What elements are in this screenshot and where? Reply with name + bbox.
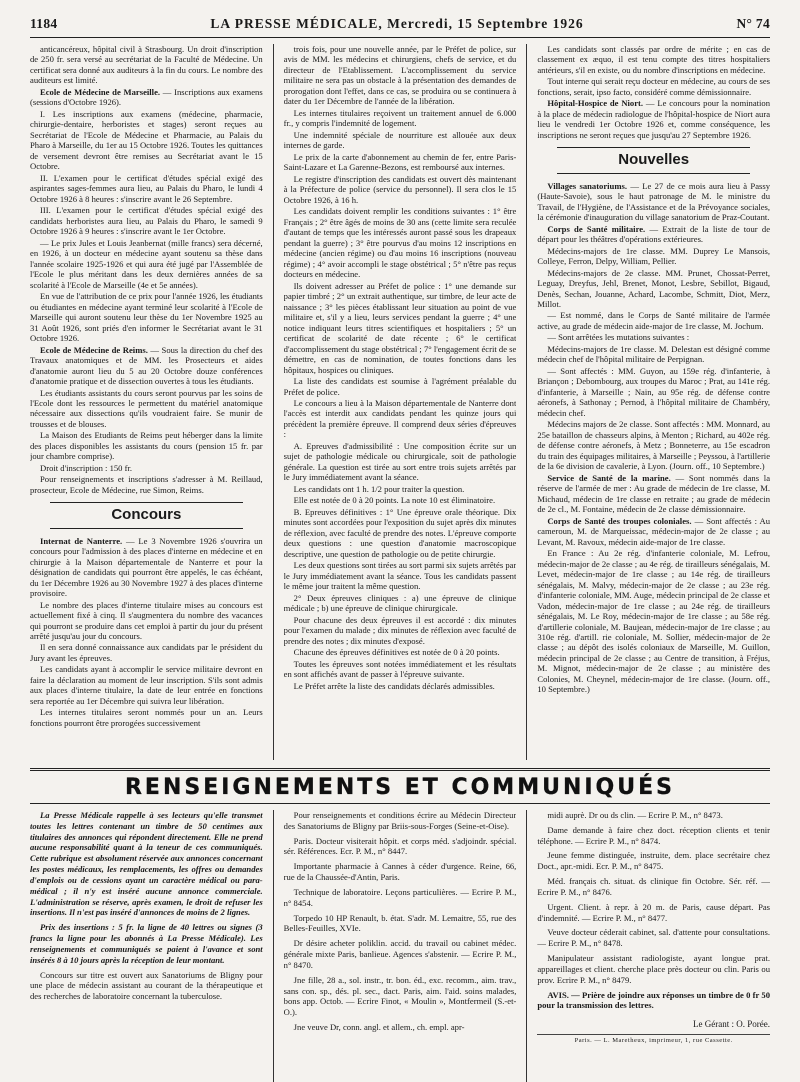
section-title: Ecole de Médecine de Marseille. [40,86,161,97]
paragraph: En France : Au 2e rég. d'infanterie coloniale, M. Lefrou, médecin-major de 2e classe ; au 4e rég. de tirailleurs sénégalais, M. Levet, médecin-major de 1re classe ; au 14e rég. de tirailleurs sénégalais, M. Malvy, médecin-major de 2e classe ; au 23e rég. d'infanterie coloniale, MM. Auge, médecin principal de 2e classe et Vadon, médecin-major de 1re classe ; au 24e rég. de tirailleurs sénégalais, M. Le Roy, médecin-major de 1re classe ; au 58e rég. d'artillerie coloniale, M. Baujean, médecin-major de 1re classe ; au 310e rég. d'artill. rie coloniale, M. Sollier, médecin-major de 2e classe ; au dépôt des isolés coloniaux de Marseille, M. Guillon, médecin principal de 2e classe ; au Centre de transition, à Fréjus, M. Mignot, médecin-major de 2e classe ; au ministère des Colonies, M. Cheynel, médecin-major de 1re classe. (Journ. off., 10 Septembre.) [537,548,770,695]
ads-columns [30,810,770,1082]
classified-ad: Veuve docteur céderait cabinet, sal. d'attente pour consultations. — Ecrire P. M., n° 8478. [537,927,770,949]
paragraph: Médecins majors de 2e classe. Sont affectés : MM. Monnard, au 25e bataillon de chasseurs alpins, à Menton ; Richard, au 402e rég. de défense contre aéronefs, à Metz ; Bonneterre, au 15e escadron du train des équipages militaires, à Marseille ; Peyssou, à l'artillerie de la 6e division de cavalerie, à Lyon. (Journ. off., 10 Septembre.) [537,419,770,472]
section-title: Service de Santé de la marine. [547,472,671,483]
paragraph: Les candidats sont classés par ordre de mérite ; en cas de classement ex æquo, il est tenu compte des titres hospitaliers antérieurs, s'il en existe, ou du nombre d'inscriptions en médecine. [537,44,770,75]
paragraph: La liste des candidats est soumise à l'agrément préalable du Préfet de police. [283,376,517,397]
issue-number: N° 74 [736,16,770,31]
paragraph: — Le prix Jules et Louis Jeanbernat (mille francs) sera décerné, en 1926, à un docteur en médecine ayant soutenu sa thèse dans l'année scolaire 1925-1926 et qui aura été jugé par l'Assemblée de l'Ecole le plus méritant dans les deux dernières années de sa scolarité à l'Ecole de Marseille (4e et 5e années). [30,237,263,290]
paragraph: Le registre d'inscription des candidats est ouvert dès maintenant à la Préfecture de police (service du personnel). Il sera clos le 15 Octobre 1926, à 16 h. [283,173,517,205]
paragraph: Concours sur titre est ouvert aux Sanatoriums de Bligny pour une place de médecin assistant au courant de la thérapeutique et des recherches de laboratoire concernant la tuberculose. [30,969,263,1002]
paragraph: Le nombre des places d'interne titulaire mises au concours est actuellement fixé à cinq. Il s'augmentera du nombre des vacances qui pourront se produire dans cet emploi à partir du jour du présent arrêté jusqu'au jour du concours. [30,599,263,641]
paragraph: Médecins-majors de 2e classe. MM. Prunet, Chossat-Perret, Leguay, Dreyfus, Jehl, Brenet, Monot, Lesbre, Sebillot, Bigaud, Denès, Sechan, Jouanne, Achard, Lacombe, Schmitt, Diot, Merz, Millot. [537,267,770,309]
classified-ad: Méd. français ch. situat. ds clinique fin Octobre. Sér. réf. — Ecrire P. M., n° 8476. [537,876,770,897]
paragraph: — Sont arrêtées les mutations suivantes : [547,332,690,343]
classified-ad: Importante pharmacie à Cannes à céder d'urgence. Reine, 66, rue de la Chaussée-d'Antin, Paris. [283,861,517,883]
section-title: Internat de Nanterre. [40,535,123,546]
paragraph: Elle est notée de 0 à 20 points. La note 10 est éliminatoire. [293,495,496,506]
classified-ad: Dr désire acheter poliklin. accid. du travail ou cabinet médec. générale mixte Paris, banlieue. Agences s'abstenir. — Ecrire P. M., n° 8470. [283,938,517,970]
column-divider [273,44,274,760]
paragraph: Droit d'inscription : 150 fr. [40,462,133,473]
classified-ad: Jeune femme distinguée, instruite, dem. place secrétaire chez Doct., apr.-midi. Ecr. P. M., n° 8475. [537,850,770,872]
classified-ad: Jne veuve Dr, conn. angl. et allem., ch. empl. apr- [293,1022,465,1033]
paragraph: I. Les inscriptions aux examens (médecine, pharmacie, chirurgie-dentaire, herboristes et stages) seront reçues au Secrétariat de l'Ecole de Médecine et Pharmacie, au Palais du Pharo à Marseille, du 1er au 15 Octobre 1926. Toutes les quittances de versement devront être remises au Secrétariat avant le 15 Octobre. [30,108,263,172]
classified-ad: Technique de laboratoire. Leçons particulières. — Ecrire P. M., n° 8454. [283,886,517,908]
journal-title: LA PRESSE MÉDICALE, Mercredi, 15 Septembre 1926 [210,16,584,31]
paragraph: Pour chacune des deux épreuves il est accordé : dix minutes pour l'examen du malade ; dix minutes de réflexion avec faculté de prendre des notes ; dix minutes d'exposé. [283,614,517,646]
section-title: Corps de Santé des troupes coloniales. [547,515,692,526]
gerant-signature: Le Gérant : O. Porée. [693,1019,770,1030]
paragraph: Prix des insertions : 5 fr. la ligne de 40 lettres ou signes (3 francs la ligne pour les abonnés à La Presse Médicale). Les renseignements et communiqués se paient à l'avance et sont insérés 8 à 10 jours après la réception de leur montant. [30,922,263,965]
paragraph: Les candidats ayant à accomplir le service militaire devront en faire la déclaration au moment de leur inscription. S'ils sont admis aux places d'interne titulaire, la date de leur entrée en fonctions sera reportée au 1er Décembre qui suivra leur libération. [30,664,263,706]
paragraph: Tout interne qui serait reçu docteur en médecine, au cours de ses fonctions, serait, ipso facto, considéré comme démissionnaire. [537,76,770,97]
paragraph: En vue de l'attribution de ce prix pour l'année 1926, les étudiants ou étudiantes en médecine ayant terminé leur scolarité à l'Ecole de Marseille qui auront soutenu leur thèse du 1er Novembre 1925 au 31 Août 1926, sont priés d'en informer le Secrétariat avant le 31 Octobre 1926. [30,291,263,344]
paragraph: B. Epreuves définitives : 1° Une épreuve orale théorique. Dix minutes sont accordées pour l'exposition du sujet après dix minutes de réflexion, avec faculté de prendre des notes. L'épreuve comporte deux questions : une question d'anatomie macroscopique descriptive, une question de pathologie ou de petite chirurgie. [283,506,517,559]
ads-column-1 [30,810,263,1082]
column-1 [30,44,263,760]
paragraph: Chacune des épreuves définitives est notée de 0 à 20 points. [293,647,500,658]
section-title: Hôpital-Hospice de Niort. [547,98,644,109]
paragraph: Pour renseignements et inscriptions s'adresser à M. Reillaud, prosecteur, Ecole de Médecine, rue Simon, Reims. [30,474,263,495]
classified-ad: Urgent. Client. à repr. à 20 m. de Paris, cause départ. Pas d'indemnité. — Ecrire P. M., n° 8477. [537,901,770,923]
paragraph: — Est nommé, dans le Corps de Santé militaire de l'armée active, au grade de médecin aide-major de 1re classe, M. Jochum. [537,310,770,331]
avis-notice: AVIS. — Prière de joindre aux réponses un timbre de 0 fr 50 pour la transmission des lettres. [537,989,770,1011]
paragraph: Hôpital-Hospice de Niort. — Le concours pour la nomination à la place de médecin radiologue de l'hôpital-hospice de Niort aura lieu le vendredi 1er Octobre 1926 et, comme conséquence, les inscriptions ne seront reçues que jusqu'au 27 Septembre 1926. [537,98,770,140]
paragraph: Toutes les épreuves sont notées immédiatement et les résultats en sont affichés avant de passer à l'épreuve suivante. [283,658,517,680]
classified-ad: Jne fille, 28 a., sol. instr., tr. bon. éd., exc. recomm., aim. trav., sans con. sp., dés. pl. sec., dact. Paris, aim. l'aid. soins malades, bons app. Octob. — Ecrire Finot, « Moulin », Montfermeil (S.-et-O.). [283,974,517,1018]
column-divider [526,810,527,1082]
ads-column-2 [284,810,517,1082]
page-header [30,16,770,38]
printer-credit: Paris. — L. Maretheux, imprimeur, 1, rue Cassette. [537,1034,770,1045]
paragraph: II. L'examen pour le certificat d'études spécial exigé des aspirantes sages-femmes aura lieu, au Palais du Pharo, le lundi 4 Octobre 1926 à 8 heures : s'inscrire avant le 26 Septembre. [30,172,263,204]
section-title: Corps de Santé militaire. [547,223,646,234]
paragraph: Les candidats ont 1 h. 1/2 pour traiter la question. [293,483,465,494]
paragraph: Les deux questions sont tirées au sort parmi six sujets arrêtés par le Jury immédiatement avant la séance. Tous les candidats passent le même jour traitent la même question. [283,560,517,592]
paragraph: Les candidats doivent remplir les conditions suivantes : 1° être Français ; 2° être âgés de moins de 30 ans (cette limite sera reculée d'autant de temps que les intéressés auront passé sous les drapeaux pendant la guerre) ; 3° être pourvus d'au moins 12 inscriptions en médecine (ancien régime) ou d'au moins 16 inscriptions (nouveau régime) ; 4° avoir accompli le stage obstétrical ; 5° n'être pas reçus docteurs en médecine. [283,206,517,280]
classified-ad: Torpedo 10 HP Renault, b. état. S'adr. M. Lemaitre, 55, rue des Belles-Feuilles, XVIe. [283,912,517,934]
nouvelles-heading: Nouvelles [557,147,750,173]
paragraph: anticancéreux, hôpital civil à Strasbourg. Un droit d'inscription de 250 fr. sera versé au secrétariat de la Faculté de Médecine. Un certificat sera donné aux auditeurs à la fin du cours. Le nombre des auditeurs est limité. [30,44,263,86]
paragraph: 2° Deux épreuves cliniques : a) une épreuve de clinique médicale ; b) une épreuve de clinique chirurgicale. [283,592,517,614]
classified-ad: Dame demande à faire chez doct. réception clients et tenir téléphone. — Ecrire P. M., n° 8474. [537,824,770,846]
column-3 [537,44,770,760]
paragraph: Médecins-majors de 1re classe. M. Delestan est désigné comme médecin chef de l'hôpital militaire de Perpignan. [537,343,770,365]
paragraph: Médecins-majors de 1re classe. MM. Duprey Le Mansois, Colleye, Ferron, Delpy, William, Pellier. [537,245,770,267]
paragraph: A. Epreuves d'admissibilité : Une composition écrite sur un sujet de pathologie médicale ou chirurgicale, soit de pathologie générale. La question est tirée au sort entre trois sujets arrêtés par le Jury immédiatement avant la séance. [283,440,517,483]
main-columns [30,44,770,760]
paragraph: Il en sera donné connaissance aux candidats par le président du Jury avant les épreuves. [30,642,263,663]
classified-ad: midi auprè. Dr ou ds clin. — Ecrire P. M., n° 8473. [547,810,723,820]
concours-heading: Concours [50,502,243,528]
section-title: Villages sanatoriums. [547,180,627,191]
classified-ad: Manipulateur assistant radiologiste, ayant longue prat. appareillages et client. cherche place près docteur ou clin. Paris ou prov. Ecrire P. M., n° 8479. [537,953,770,985]
paragraph: Corps de Santé des troupes coloniales. — Sont affectés : Au cameroun, M. de Marqueissac, médecin-major de 2e classe ; au Levant, M. Ravoux, médecin aide-major de 1re classe. [537,515,770,547]
paragraph: La Presse Médicale rappelle à ses lecteurs qu'elle transmet toutes les lettres contenant un timbre de 50 centimes aux titulaires des annonces qui répondent directement. Elle ne prend aucune responsabilité quant à la teneur de ces communiqués. Cette rubrique est absolument réservée aux annonces concernant les postes médicaux, les remplacements, les offres ou demandes d'emplois ou de cessions ayant un caractère médical ou para-médical ; il n'y est inséré aucune annonce commerciale. L'administration se réserve, après examen, le droit de refuser les insertions. Il n'est pas inséré d'annonces de moins de 2 lignes. [30,810,263,918]
column-divider [526,44,527,760]
paragraph: Les internes titulaires reçoivent un traitement annuel de 6.000 fr., y compris l'indemnité de logement. [283,107,517,129]
ads-column-3 [537,810,770,1082]
page-number: 1184 [30,16,58,31]
section-title: Ecole de Médecine de Reims. [40,344,148,355]
paragraph: Ils doivent adresser au Préfet de police : 1° une demande sur papier timbré ; 2° un extrait authentique, sur timbre, de leur acte de naissance ; 3° les pièces établissant leur situation au point de vue militaire et, s'il y a lieu, leurs services pendant la guerre ; 4° une notice indiquant leurs titres scientifiques et hospitaliers ; 5° un certificat de scolarité de date récente ; 6° le certificat d'accomplissement du stage obstétrical ; 7° l'engagement écrit de se démettre, en cas de nomination, de toutes fonctions dans les hôpitaux, hospices ou cliniques. [283,280,517,375]
paragraph: Le concours a lieu à la Maison départementale de Nanterre dont l'accès est interdit aux candidats pendant les quinze jours qui précèdent la première épreuve. Il comprend deux séries d'épreuves : [283,397,517,440]
paragraph: Les internes titulaires seront nommés pour un an. Leurs fonctions pourront être prorogées successivement [30,707,263,728]
paragraph: III. L'examen pour le certificat d'études spécial exigé des candidats herboristes aura lieu, au Palais du Pharo, le samedi 9 Octobre 1926 à 9 heures : s'inscrire avant le 1er Octobre. [30,205,263,237]
paragraph: Ecole de Médecine de Reims. — Sous la direction du chef des Travaux anatomiques et de MM. les Prosecteurs et aides d'anatomie auront lieu du 5 au 20 Octobre douze conférences d'anatomie pratique et de dissection ouvertes à tous les étudiants. [30,344,263,387]
paragraph: trois fois, pour une nouvelle année, par le Préfet de police, sur avis de MM. les médecins et chirurgiens, chefs de service, et du directeur de l'Etablissement. L'accomplissement du service militaire ne sera pas un obstacle à la présentation des demandes de prorogation dont l'effet, dans ce cas, se produira ou se continuera à dater du 1er Décembre de l'année de la libération. [283,44,517,107]
paragraph: Ecole de Médecine de Marseille. — Inscriptions aux examens (sessions d'Octobre 1926). [30,86,263,108]
paragraph: Le Préfet arrête la liste des candidats déclarés admissibles. [293,680,495,691]
paragraph: Les étudiants assistants du cours seront pourvus par les soins de l'Ecole dont les ressources le permettent du matériel anatomique nécessaire aux dissections qu'ils voudraient faire. Se munir de trousses et de blouses. [30,387,263,429]
paragraph: Service de Santé de la marine. — Sont nommés dans la réserve de l'armée de mer : Au grade de médecin de 1re classe, M. Michaud, médecin de 1re classe en retraite ; au grade de médecin de 2e cl., M. Fontaine, médecin de 2e classe démissionnaire. [537,472,770,515]
paragraph: Le prix de la carte d'abonnement au chemin de fer, entre Paris-Saint-Lazare et La Garenne-Bezons, est remboursé aux internes. [283,151,517,173]
paragraph: La Maison des Etudiants de Reims peut héberger dans la limite des places disponibles les assistants du cours (pension 15 fr. par jour chambre comprise). [30,430,263,462]
paragraph: Villages sanatoriums. — Le 27 de ce mois aura lieu à Passy (Haute-Savoie), sous le haut patronage de M. le ministre du Travail, de l'Hygiène, de l'Assistance et de la Prévoyance sociales, la cérémonie d'inauguration du village sanatorium de Praz-Coutant. [537,180,770,223]
paragraph: Une indemnité spéciale de nourriture est allouée aux deux internes de garde. [283,129,517,151]
column-divider [273,810,274,1082]
ads-banner: RENSEIGNEMENTS ET COMMUNIQUÉS [30,768,770,804]
classified-ad: Pour renseignements et conditions écrire au Médecin Directeur des Sanatoriums de Bligny par Briis-sous-Forges (Seine-et-Oise). [283,810,517,831]
paragraph: — Sont affectés : MM. Guyon, au 159e rég. d'infanterie, à Briançon ; Debombourg, aux troupes du Maroc ; Prat, au 141e rég. d'infanterie, à Marseille ; Nain, au 95e rég. de défense contre aéronefs, à Sathonay ; Pernod, à l'hôpital militaire de Chambéry, médecin chef. [537,365,770,418]
paragraph: Corps de Santé militaire. — Extrait de la liste de tour de départ pour les théâtres d'opérations extérieures. [537,223,770,245]
column-2 [284,44,517,760]
paragraph: Internat de Nanterre. — Le 3 Novembre 1926 s'ouvrira un concours pour l'admission à des places d'interne en médecine et en chirurgie à la Maison départementale de Nanterre et pour la désignation de candidats qui pourront être appelés, le cas échéant, du 1er Décembre 1926 au 30 Novembre 1927 à des places d'interne provisoire. [30,535,263,599]
classified-ad: Paris. Docteur visiterait hôpit. et corps méd. s'adjoindr. spécial. sér. Références. Ecr. P. M., n° 8447. [283,835,517,857]
